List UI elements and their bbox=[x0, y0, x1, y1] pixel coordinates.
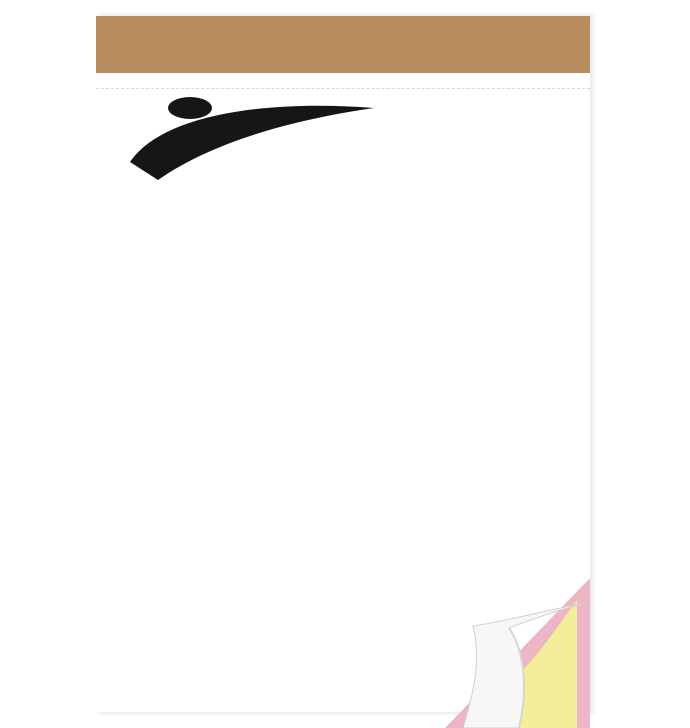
perforation-line bbox=[96, 88, 590, 89]
pad-binding bbox=[96, 16, 590, 73]
brand-logo bbox=[124, 94, 382, 184]
header-adet bbox=[369, 204, 469, 226]
header-cinsi bbox=[117, 204, 185, 226]
carbon-copy-corner bbox=[445, 578, 615, 728]
header-tutari bbox=[469, 204, 579, 226]
